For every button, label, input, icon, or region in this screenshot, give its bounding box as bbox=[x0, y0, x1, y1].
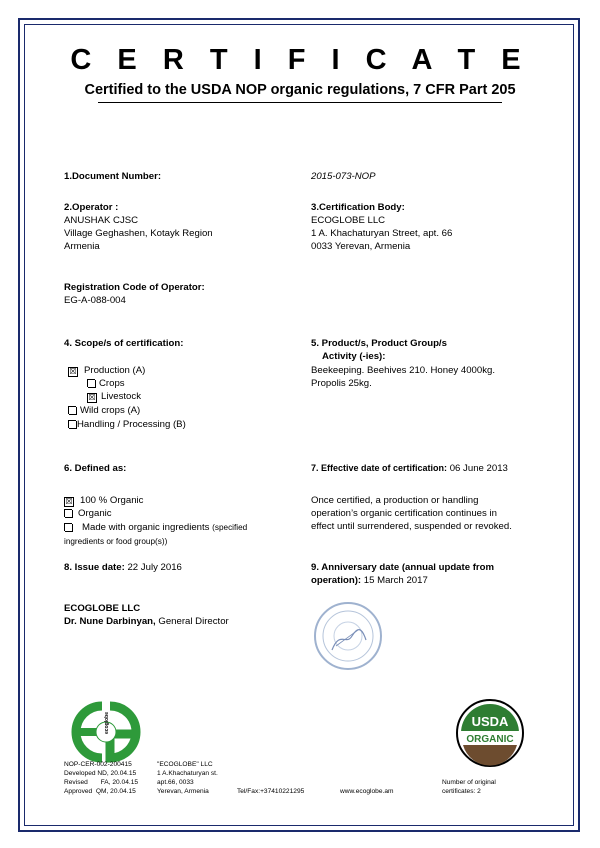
unchecked-box-icon bbox=[64, 523, 72, 531]
effective-note-line1: Once certified, a production or handling bbox=[311, 495, 479, 506]
footer-address-line2: apt.66, 0033 bbox=[157, 779, 194, 786]
effective-date-label: 7. Effective date of certification: bbox=[311, 463, 448, 473]
scope-item-livestock: ☒ Livestock bbox=[88, 391, 141, 402]
operator-address-line2: Armenia bbox=[64, 241, 100, 252]
effective-date-value: 06 June 2013 bbox=[449, 463, 508, 474]
unchecked-box-icon bbox=[64, 509, 72, 517]
signatory bbox=[64, 615, 229, 628]
checked-box-icon: ☒ bbox=[69, 367, 77, 376]
anniversary-label: 9. Anniversary date (annual update from bbox=[311, 562, 495, 573]
usda-seal-top-text: USDA bbox=[471, 714, 509, 729]
footer-address-line1: 1 A.Khachaturyan st. bbox=[157, 770, 218, 777]
signatory-name: Dr. Nune Darbinyan, bbox=[64, 616, 156, 627]
operator-name: ANUSHAK CJSC bbox=[64, 215, 139, 226]
footer-approved: Approved QM, 20.04.15 bbox=[64, 788, 136, 795]
registration-code-label: Registration Code of Operator: bbox=[64, 282, 205, 293]
footer-original-line1: Number of original bbox=[442, 779, 496, 786]
effective-note-line2: operation’s organic certification continues in bbox=[311, 508, 497, 519]
anniversary-date: operation): 15 March 2017 bbox=[311, 575, 428, 586]
footer-original-line2: certificates: 2 bbox=[442, 788, 481, 795]
footer-telephone: Tel/Fax:+37410221295 bbox=[237, 788, 305, 795]
footer-address-line3: Yerevan, Armenia bbox=[157, 788, 209, 795]
ecoglobe-logo-text: ecoglobe bbox=[103, 712, 110, 734]
products-line1: Beekeeping. Beehives 210. Honey 4000kg. bbox=[311, 365, 496, 376]
footer-website: www.ecoglobe.am bbox=[340, 788, 394, 795]
certification-body-label: 3.Certification Body: bbox=[311, 202, 405, 213]
defined-as-continuation: ingredients or food group(s)) bbox=[64, 537, 168, 546]
checked-box-icon: ☒ bbox=[88, 393, 96, 402]
document-number-value: 2015-073-NOP bbox=[311, 171, 376, 182]
certificate-subtitle: Certified to the USDA NOP organic regulations, 7 CFR Part 205 bbox=[84, 82, 516, 98]
products-activity-label: Activity (-ies): bbox=[322, 351, 386, 362]
effective-note-line3: effect until surrendered, suspended or revoked. bbox=[311, 521, 512, 532]
registration-code-value: EG-A-088-004 bbox=[64, 295, 126, 306]
title-underline bbox=[98, 102, 502, 103]
certification-body-address-line2: 0033 Yerevan, Armenia bbox=[311, 241, 411, 252]
footer-doc-code: NOP-CER-002-200415 bbox=[64, 761, 132, 768]
unchecked-box-icon bbox=[68, 406, 76, 414]
footer-document-control bbox=[64, 760, 138, 796]
operator-label: 2.Operator : bbox=[64, 202, 119, 213]
issue-date bbox=[64, 561, 182, 574]
issue-date-value: 22 July 2016 bbox=[127, 562, 182, 573]
signatory-position: General Director bbox=[158, 616, 229, 627]
products-line2: Propolis 25kg. bbox=[311, 378, 372, 389]
official-stamp-icon bbox=[312, 600, 384, 672]
anniversary-date-value: 15 March 2017 bbox=[363, 575, 428, 586]
checked-box-icon: ☒ bbox=[65, 497, 73, 506]
footer-revised: Revised FA, 20.04.15 bbox=[64, 779, 139, 786]
effective-date bbox=[311, 462, 508, 475]
usda-seal-bottom-text: ORGANIC bbox=[466, 734, 514, 745]
footer-developed: Developed ND, 20.04.15 bbox=[64, 770, 137, 777]
scope-label: 4. Scope/s of certification: bbox=[64, 338, 184, 349]
scope-item-production: ☒ Production (A) bbox=[69, 365, 146, 376]
defined-as-label: 6. Defined as: bbox=[64, 463, 127, 474]
unchecked-box-icon bbox=[68, 420, 76, 428]
document-number-label: 1.Document Number: bbox=[64, 171, 162, 182]
defined-as-item-made-with: Made with organic ingredients (specified bbox=[64, 521, 247, 534]
footer-company: "ECOGLOBE" LLC bbox=[157, 761, 213, 768]
scope-item-crops: Crops bbox=[87, 377, 125, 390]
usda-organic-seal-icon bbox=[455, 698, 525, 768]
certification-body-address-line1: 1 A. Khachaturyan Street, apt. 66 bbox=[311, 228, 453, 239]
footer-company-address bbox=[157, 760, 218, 796]
defined-as-item-100-organic: ☒ 100 % Organic bbox=[65, 495, 144, 506]
issue-date-label: 8. Issue date: bbox=[64, 562, 125, 573]
operator-address-line1: Village Geghashen, Kotayk Region bbox=[64, 228, 213, 239]
certificate-title: C E R T I F I C A T E bbox=[70, 44, 530, 76]
certification-body-name: ECOGLOBE LLC bbox=[311, 215, 386, 226]
signatory-company: ECOGLOBE LLC bbox=[64, 603, 141, 614]
scope-item-wild-crops: Wild crops (A) bbox=[68, 404, 140, 417]
products-label: 5. Product/s, Product Group/s bbox=[311, 338, 447, 349]
unchecked-box-icon bbox=[87, 379, 95, 387]
footer-original-count bbox=[442, 778, 496, 796]
scope-item-handling: Handling / Processing (B) bbox=[68, 418, 186, 431]
defined-as-item-organic: Organic bbox=[64, 507, 112, 520]
